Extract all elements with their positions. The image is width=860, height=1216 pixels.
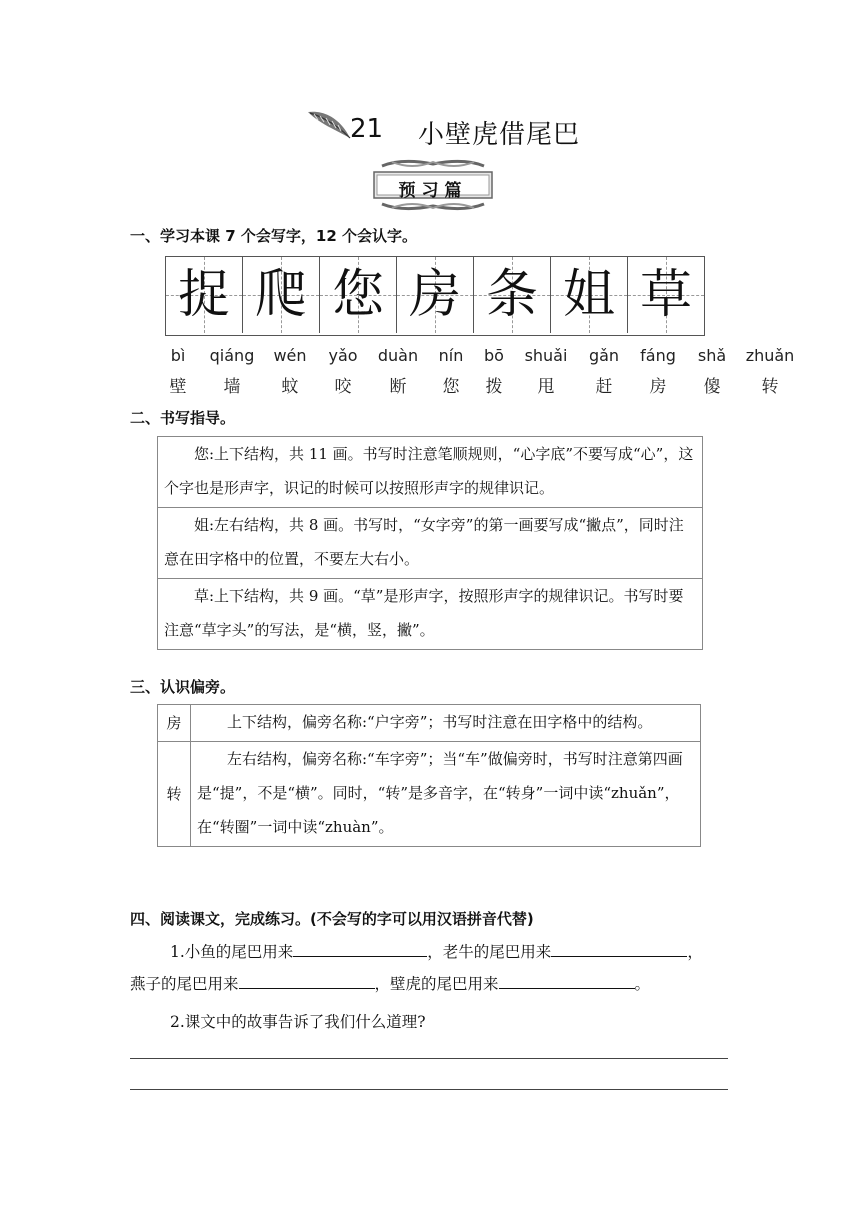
table-row [158, 437, 703, 508]
pinyin: wén [273, 346, 307, 365]
write-char: 您 [331, 265, 384, 325]
tianzige-cell [320, 257, 397, 333]
q1-part: ，壁虎的尾巴用来 [374, 975, 499, 993]
section-2-heading: 二、书写指导。 [130, 409, 236, 427]
lesson-title [300, 108, 600, 152]
read-char: 拨 [485, 377, 503, 397]
answer-line[interactable] [130, 1058, 728, 1059]
table-row [158, 742, 701, 847]
pinyin: bì [170, 346, 186, 365]
table-row [158, 705, 701, 742]
preview-banner [372, 158, 494, 212]
tianzige-cell [551, 257, 628, 333]
pinyin-row [158, 346, 808, 368]
read-char: 转 [761, 377, 779, 397]
guide-cell: 姐:左右结构，共 8 画。书写时，“女字旁”的第一画要写成“撇点”，同时注意在田字格中的位置，不要左大右小。 [158, 508, 703, 579]
lesson-number: 21 [350, 114, 384, 144]
question-2: 2.课文中的故事告诉了我们什么道理? [170, 1013, 426, 1031]
section-3-heading: 三、认识偏旁。 [130, 678, 236, 696]
write-char: 草 [639, 265, 692, 325]
section-1-heading: 一、学习本课 7 个会写字，12 个会认字。 [130, 227, 417, 245]
tianzige-cell [628, 257, 704, 333]
banner-label: 预习篇 [398, 181, 468, 201]
guide-cell: 您:上下结构，共 11 画。书写时注意笔顺规则，“心字底”不要写成“心”，这个字也是形声字，识记的时候可以按照形声字的规律识记。 [158, 437, 703, 508]
read-char: 甩 [537, 377, 555, 397]
read-char: 房 [649, 377, 667, 397]
write-char: 条 [485, 265, 538, 325]
pinyin: zhuǎn [745, 346, 795, 365]
radical-table [157, 704, 701, 847]
tianzige-cell [397, 257, 474, 333]
radical-char: 转 [158, 742, 191, 847]
pinyin: fáng [640, 346, 676, 365]
write-char: 房 [408, 265, 461, 325]
tianzige-cell [474, 257, 551, 333]
q1-part: 。 [634, 975, 651, 993]
section-4-heading: 四、阅读课文，完成练习。(不会写的字可以用汉语拼音代替) [130, 910, 534, 928]
read-char-row [158, 372, 808, 397]
radical-char: 房 [158, 705, 191, 742]
question-1-line-2 [130, 972, 730, 994]
tianzige-grid [165, 256, 705, 336]
pinyin: yǎo [328, 346, 358, 365]
table-row [158, 579, 703, 650]
radical-desc: 上下结构，偏旁名称:“户字旁”；书写时注意在田字格中的结构。 [191, 705, 701, 742]
tianzige-cell [166, 257, 243, 333]
read-char: 赶 [595, 377, 613, 397]
q1-part: 1.小鱼的尾巴用来 [170, 943, 294, 961]
q1-part: 燕子的尾巴用来 [130, 975, 239, 993]
read-char: 蚊 [281, 377, 299, 397]
read-char: 壁 [169, 377, 187, 397]
pinyin: duàn [377, 346, 419, 365]
write-char: 捉 [177, 265, 230, 325]
write-char: 姐 [562, 265, 615, 325]
pinyin: bō [484, 346, 504, 365]
pinyin: nín [438, 346, 464, 365]
pinyin: qiáng [209, 346, 255, 365]
answer-blank[interactable] [239, 974, 375, 989]
write-char: 爬 [254, 265, 307, 325]
q1-part: ，老牛的尾巴用来 [427, 943, 552, 961]
answer-blank[interactable] [499, 974, 635, 989]
feather-icon [306, 108, 352, 142]
read-char: 墙 [223, 377, 241, 397]
read-char: 傻 [703, 377, 721, 397]
table-row [158, 508, 703, 579]
radical-desc: 左右结构，偏旁名称:“车字旁”；当“车”做偏旁时，书写时注意第四画是“提”，不是“横”。同时，“转”是多音字，在“转身”一词中读“zhuǎn”，在“转圈”一词中读“zhuàn”。 [191, 742, 701, 847]
pinyin: shuǎi [524, 346, 568, 365]
pinyin: gǎn [588, 346, 620, 365]
answer-blank[interactable] [293, 942, 427, 957]
read-char: 咬 [334, 377, 352, 397]
writing-guide-table [157, 436, 703, 650]
question-1-line-1 [170, 940, 740, 962]
answer-blank[interactable] [551, 942, 687, 957]
read-char: 您 [442, 377, 460, 397]
q1-part: ， [687, 943, 703, 961]
answer-line[interactable] [130, 1089, 728, 1090]
guide-cell: 草:上下结构，共 9 画。“草”是形声字，按照形声字的规律识记。书写时要注意“草字头”的写法，是“横，竖，撇”。 [158, 579, 703, 650]
pinyin: shǎ [697, 346, 727, 365]
tianzige-cell [243, 257, 320, 333]
read-char: 断 [389, 377, 407, 397]
lesson-name: 小壁虎借尾巴 [418, 120, 581, 150]
